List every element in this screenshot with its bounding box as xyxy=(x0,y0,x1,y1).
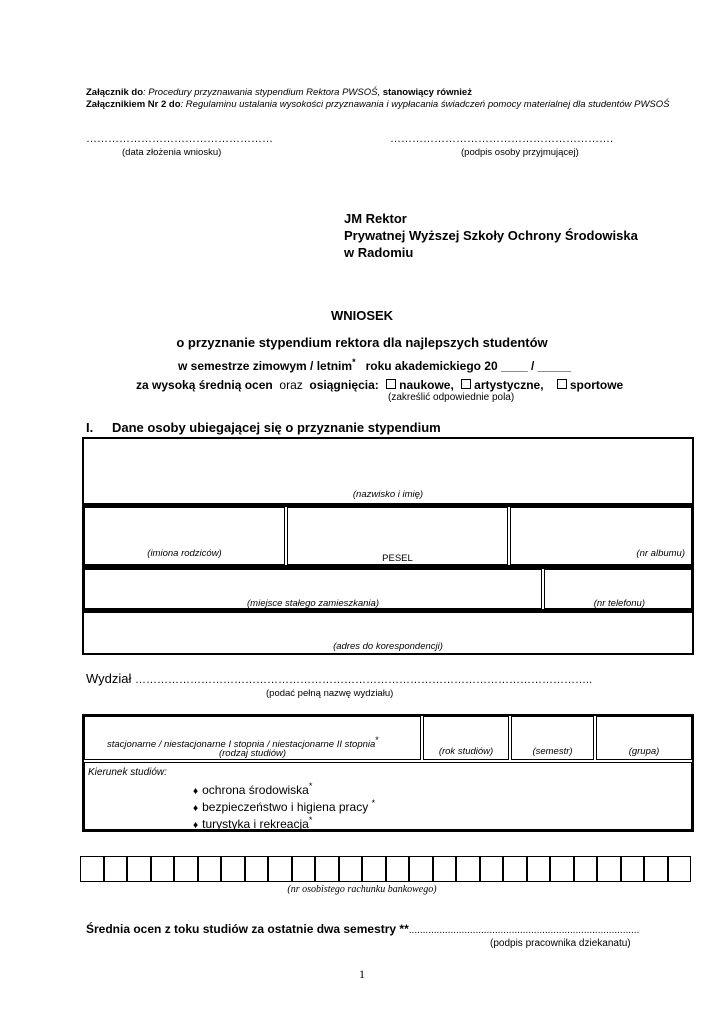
bank-account-digit-cell[interactable] xyxy=(433,856,457,882)
page-number: 1 xyxy=(359,967,365,981)
bank-account-digit-cell[interactable] xyxy=(668,856,692,882)
attachment-note-line1: Załącznik do: Procedury przyznawania stypendium Rektora PWSOŚ, stanowiący również xyxy=(86,87,472,98)
phone-field[interactable] xyxy=(544,569,692,609)
bank-account-digit-cell[interactable] xyxy=(480,856,504,882)
album-label: (nr albumu) xyxy=(636,548,685,559)
bank-account-digit-cell[interactable] xyxy=(104,856,128,882)
direction-field xyxy=(84,762,692,830)
bank-account-digit-cell[interactable] xyxy=(221,856,245,882)
bank-account-digit-cell[interactable] xyxy=(503,856,527,882)
correspondence-field[interactable] xyxy=(82,611,694,655)
residence-label: (miejsce stałego zamieszkania) xyxy=(247,598,379,609)
addressee-line2: Prywatnej Wyższej Szkoły Ochrony Środowiska xyxy=(344,228,638,243)
checkbox-artistic[interactable] xyxy=(461,379,471,389)
direction-option-tourism[interactable]: ♦ turystyka i rekreacja* xyxy=(193,815,313,831)
bank-account-digit-cell[interactable] xyxy=(362,856,386,882)
bank-account-digit-cell[interactable] xyxy=(292,856,316,882)
bank-account-digit-cell[interactable] xyxy=(456,856,480,882)
pesel-label: PESEL xyxy=(382,553,413,564)
study-mode-field[interactable] xyxy=(84,716,421,760)
pesel-field[interactable] xyxy=(287,507,508,565)
study-mode-label: (rodzaj studiów) xyxy=(218,748,287,759)
study-year-label: (rok studiów) xyxy=(438,746,494,757)
parents-field[interactable] xyxy=(84,507,285,565)
group-label: (grupa) xyxy=(628,746,660,757)
bank-account-digit-cell[interactable] xyxy=(644,856,668,882)
direction-option-environment[interactable]: ♦ ochrona środowiska* xyxy=(193,781,313,797)
bank-account-digit-cell[interactable] xyxy=(245,856,269,882)
bank-account-digit-cell[interactable] xyxy=(527,856,551,882)
bank-account-digit-cell[interactable] xyxy=(597,856,621,882)
group-field[interactable] xyxy=(596,716,692,760)
dean-office-signature-label: (podpis pracownika dziekanatu) xyxy=(490,938,631,949)
bank-account-digit-cell[interactable] xyxy=(151,856,175,882)
name-label: (nazwisko i imię) xyxy=(352,489,424,500)
bank-account-digit-cell[interactable] xyxy=(268,856,292,882)
document-title: WNIOSEK xyxy=(330,308,394,323)
residence-field[interactable] xyxy=(84,569,542,609)
correspondence-label: (adres do korespondencji) xyxy=(333,641,443,652)
addressee-line1: JM Rektor xyxy=(344,211,407,226)
faculty-hint: (podać pełną nazwę wydziału) xyxy=(266,688,394,699)
album-field[interactable] xyxy=(510,507,692,565)
receiver-signature-dots: ……………………………………………………. xyxy=(390,133,614,145)
parents-label: (imiona rodziców) xyxy=(147,548,222,559)
bank-account-digit-cell[interactable] xyxy=(621,856,645,882)
phone-label: (nr telefonu) xyxy=(593,598,645,609)
achievements-line: za wysoką średnią ocen oraz osiągnięcia: naukowe, artystyczne, sportowe xyxy=(136,378,624,392)
semester-label: (semestr) xyxy=(532,746,573,757)
study-year-field[interactable] xyxy=(423,716,509,760)
date-dots: …………………………………………… xyxy=(86,133,273,145)
attachment-note-line2: Załącznikiem Nr 2 do: Regulaminu ustalania wysokości przyznawania i wypłacania świadczeń pomocy materialnej dla studentów PWSOŚ xyxy=(86,99,670,110)
name-field[interactable] xyxy=(82,437,694,505)
bank-account-digit-cell[interactable] xyxy=(409,856,433,882)
semester-line: w semestrze zimowym / letnim* roku akademickiego 20 ____ / _____ xyxy=(178,357,572,373)
bank-account-digit-cell[interactable] xyxy=(315,856,339,882)
section-title: Dane osoby ubiegającej się o przyznanie stypendium xyxy=(112,420,441,435)
average-line[interactable]: Średnia ocen z toku studiów za ostatnie dwa semestry **................................................................................... xyxy=(86,922,640,936)
checkbox-scientific[interactable] xyxy=(386,379,396,389)
direction-label: Kierunek studiów: xyxy=(88,767,167,778)
direction-option-safety[interactable]: ♦ bezpieczeństwo i higiena pracy * xyxy=(193,798,376,814)
addressee-line3: w Radomiu xyxy=(344,245,414,260)
bank-account-digit-cell[interactable] xyxy=(80,856,104,882)
receiver-signature-label: (podpis osoby przyjmującej) xyxy=(461,147,579,158)
mark-fields-note: (zakreślić odpowiednie pola) xyxy=(388,392,515,403)
bank-account-digit-cell[interactable] xyxy=(339,856,363,882)
bank-account-digit-cell[interactable] xyxy=(550,856,574,882)
bank-account-digit-cell[interactable] xyxy=(386,856,410,882)
faculty-label: Wydział xyxy=(86,671,132,686)
bank-account-label: (nr osobistego rachunku bankowego) xyxy=(287,884,437,895)
study-mode-text: stacjonarne / niestacjonarne I stopnia / niestacjonarne II stopnia* xyxy=(107,735,379,751)
bank-account-digit-cell[interactable] xyxy=(574,856,598,882)
semester-field[interactable] xyxy=(511,716,594,760)
bank-account-digit-cell[interactable] xyxy=(127,856,151,882)
section-number: I. xyxy=(86,420,94,435)
faculty-line[interactable] xyxy=(86,671,592,686)
checkbox-sports[interactable] xyxy=(557,379,567,389)
faculty-dots: …………………………………………………………………………………………………………….. xyxy=(135,674,593,686)
date-label: (data złożenia wniosku) xyxy=(122,147,222,158)
bank-account-digit-cell[interactable] xyxy=(198,856,222,882)
bank-account-digit-cell[interactable] xyxy=(174,856,198,882)
document-subtitle: o przyznanie stypendium rektora dla najlepszych studentów xyxy=(176,335,548,350)
